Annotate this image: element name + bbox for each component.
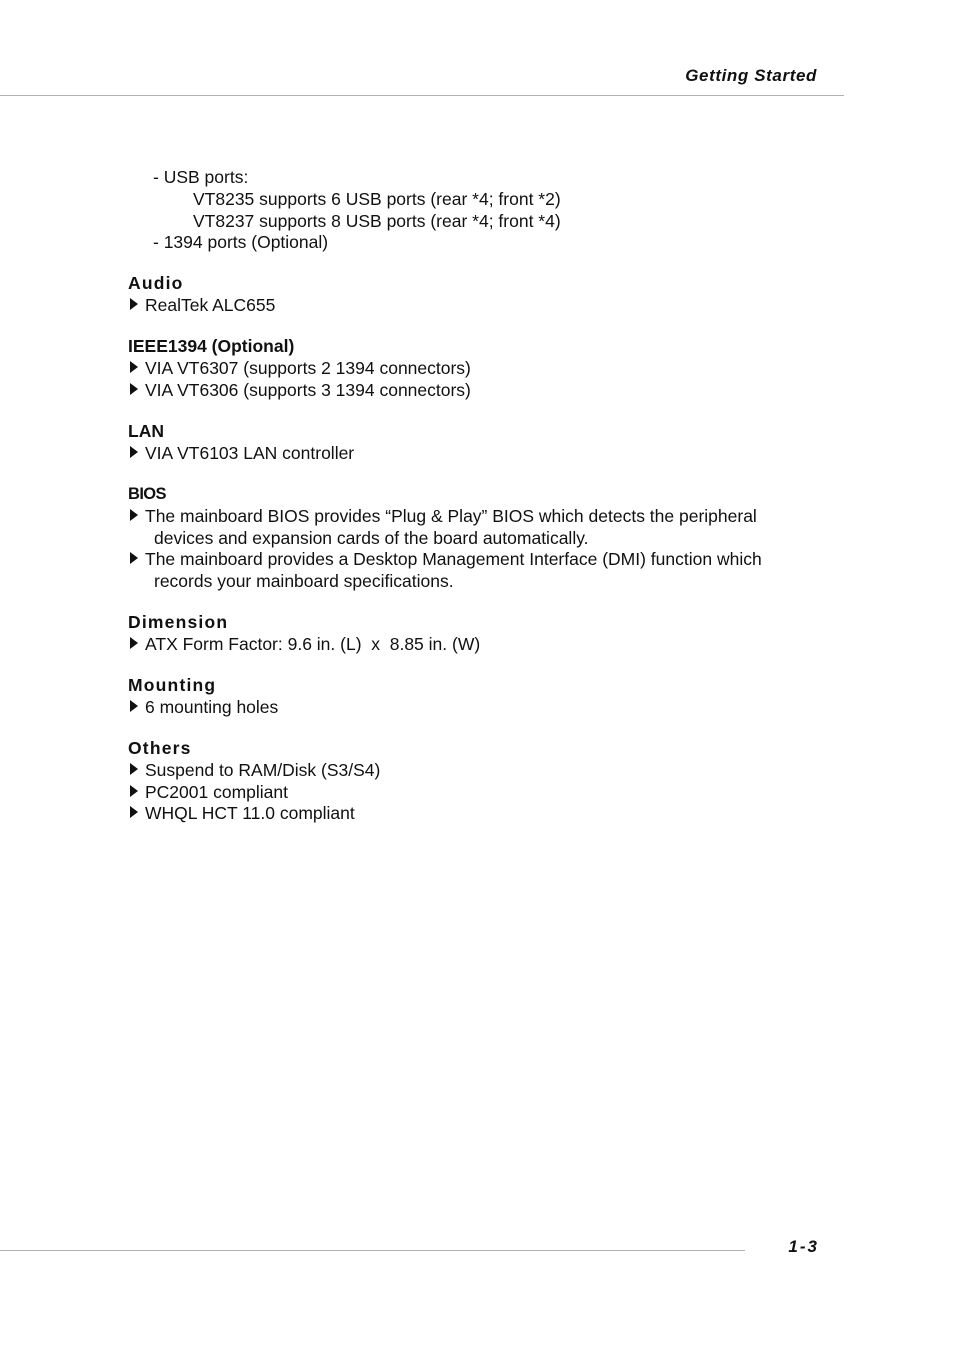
list-item: VIA VT6307 (supports 2 1394 connectors) (130, 357, 471, 379)
list-item-continuation: devices and expansion cards of the board automatically. (154, 528, 589, 548)
bios-heading: BIOS (128, 485, 166, 503)
usb-sub-vt8235: VT8235 supports 6 USB ports (rear *4; front *2) (193, 189, 561, 209)
arrowhead-right-icon (130, 637, 138, 649)
arrowhead-right-icon (130, 446, 138, 458)
arrowhead-right-icon (130, 552, 138, 564)
arrowhead-right-icon (130, 763, 138, 775)
arrowhead-right-icon (130, 298, 138, 310)
ieee1394-heading: IEEE1394 (Optional) (128, 336, 295, 356)
mounting-heading: Mounting (128, 675, 217, 695)
arrowhead-right-icon (130, 806, 138, 818)
list-item: 6 mounting holes (130, 696, 278, 718)
list-item: RealTek ALC655 (130, 294, 275, 316)
list-item: VIA VT6306 (supports 3 1394 connectors) (130, 379, 471, 401)
header-title: Getting Started (685, 66, 817, 85)
usb-ports-item: - USB ports: (153, 167, 249, 187)
others-heading: Others (128, 738, 192, 758)
list-item: The mainboard BIOS provides “Plug & Play” BIOS which detects the peripheral (130, 505, 757, 527)
list-item: The mainboard provides a Desktop Management Interface (DMI) function which (130, 548, 762, 570)
page-number: 1-3 (788, 1237, 819, 1256)
list-item-continuation: records your mainboard specifications. (154, 571, 454, 591)
arrowhead-right-icon (130, 785, 138, 797)
arrowhead-right-icon (130, 383, 138, 395)
arrowhead-right-icon (130, 700, 138, 712)
list-item: WHQL HCT 11.0 compliant (130, 802, 355, 824)
arrowhead-right-icon (130, 509, 138, 521)
list-item: ATX Form Factor: 9.6 in. (L) x 8.85 in. (W) (130, 633, 480, 655)
list-item: Suspend to RAM/Disk (S3/S4) (130, 759, 380, 781)
ports-1394-item: - 1394 ports (Optional) (153, 232, 329, 252)
arrowhead-right-icon (130, 361, 138, 373)
lan-heading: LAN (128, 421, 164, 441)
usb-sub-vt8237: VT8237 supports 8 USB ports (rear *4; front *4) (193, 211, 561, 231)
list-item: VIA VT6103 LAN controller (130, 442, 354, 464)
dimension-heading: Dimension (128, 612, 229, 632)
list-item: PC2001 compliant (130, 781, 288, 803)
audio-heading: Audio (128, 273, 184, 293)
footer-divider (0, 1250, 745, 1251)
header-divider (0, 95, 844, 96)
